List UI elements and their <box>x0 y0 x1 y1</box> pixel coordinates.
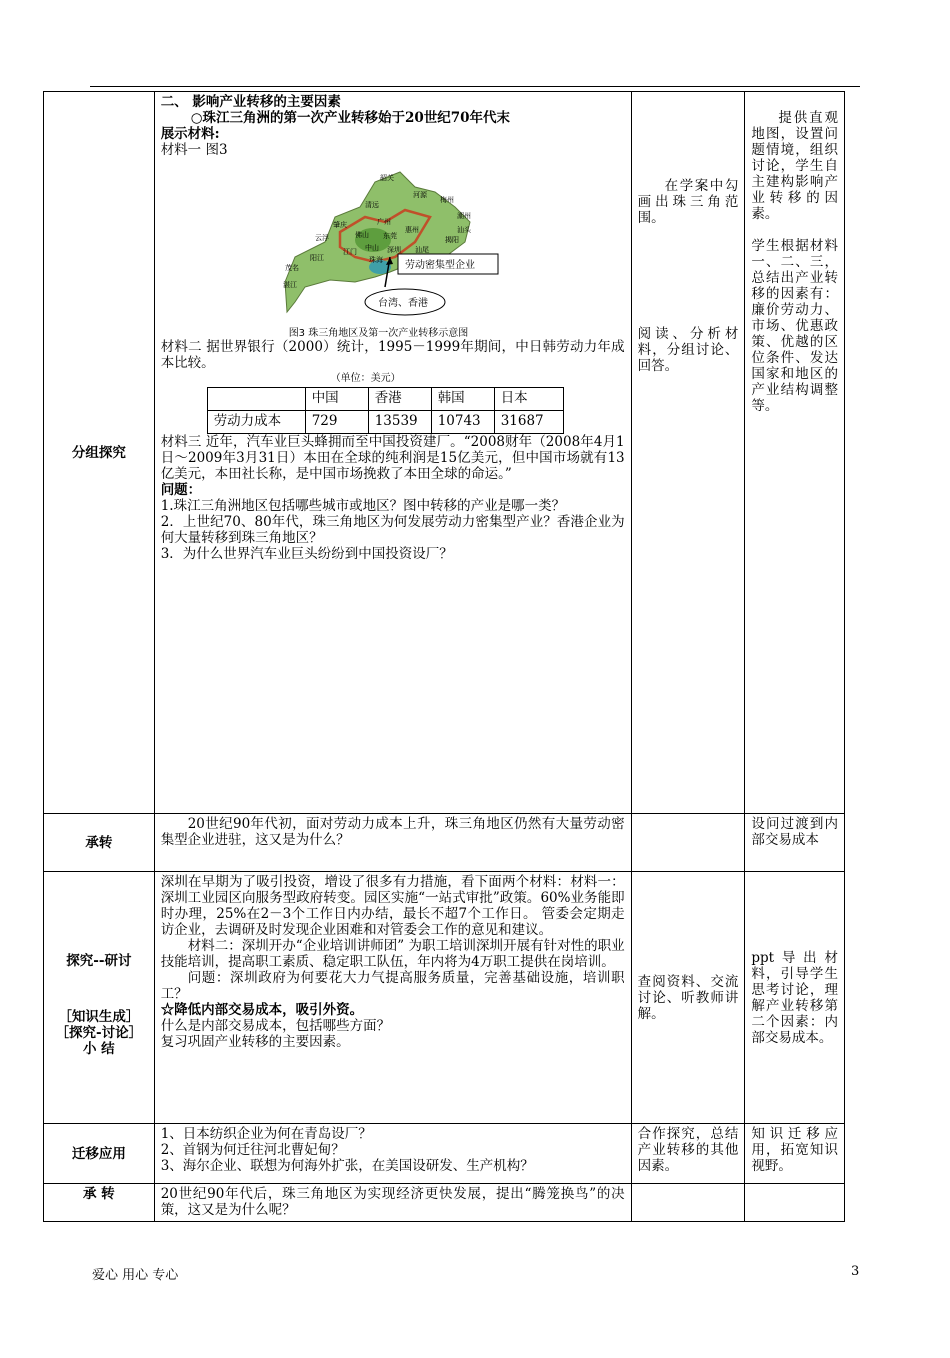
research-review: 复习巩固产业转移的主要因素。 <box>160 1034 350 1050</box>
city-label: 佛山 <box>354 231 369 239</box>
row-group-exploration <box>44 92 845 814</box>
table-header-cell: 韩国 <box>431 388 494 411</box>
source-region-label: 台湾、香港 <box>377 298 428 309</box>
research-conclusion: ☆降低内部交易成本，吸引外资。 <box>160 1002 364 1018</box>
header-rule <box>90 86 860 87</box>
research-material-two: 材料二：深圳开办“企业培训讲师团” 为职工培训深圳开展有针对性的职业技能培训，提高职工素质、稳定职工队伍，年内将为4万职工提供在岗培训。 <box>160 938 625 970</box>
city-label: 揭阳 <box>444 236 459 244</box>
question-three: 3．为什么世界汽车业巨头纷纷到中国投资设厂？ <box>160 546 453 562</box>
city-label: 梅州 <box>439 196 454 204</box>
table-header-cell: 香港 <box>368 388 431 411</box>
row-label-transition: 承转 <box>44 814 155 872</box>
transition-one-intent: 设问过渡到内部交易成本 <box>745 814 845 872</box>
transition-two-student-cell <box>631 1184 745 1222</box>
table-header-cell: 中国 <box>305 388 368 411</box>
apply-student-activity: 合作探究，总结产业转移的其他因素。 <box>631 1124 745 1184</box>
city-label: 珠海 <box>368 256 383 264</box>
city-label: 清远 <box>364 201 379 209</box>
apply-content-cell <box>154 1124 631 1184</box>
design-intent-map: 提供直观地图，设置问题情境，组织讨论，学生自主建构影响产业转移的因素。 <box>751 110 838 222</box>
show-materials-label: 展示材料: <box>160 126 220 142</box>
city-label: 东莞 <box>382 232 397 240</box>
group-design-intent-cell <box>745 92 845 814</box>
row-label-knowledge: ［知识生成］ <box>58 1008 140 1025</box>
table-row-label: 劳动力成本 <box>207 411 305 434</box>
table-value-cell: 729 <box>305 411 368 434</box>
pearl-river-delta-map <box>265 162 505 337</box>
group-student-activity-cell <box>631 92 745 814</box>
row-label-discussion: ［探究-讨论］ <box>55 1024 143 1041</box>
research-content-cell <box>154 872 631 1124</box>
apply-design-intent: 知识迁移应用，拓宽知识视野。 <box>745 1124 845 1184</box>
row-research <box>44 872 845 1124</box>
material-two-text: 材料二 据世界银行（2000）统计，1995－1999年期间，中日韩劳动力年成本比较。 <box>160 339 625 371</box>
city-label: 阳江 <box>309 254 324 262</box>
research-question: 问题：深圳政府为何要花大力气提高服务质量，完善基础设施，培训职工？ <box>160 970 625 1002</box>
city-label: 深圳 <box>386 246 401 254</box>
city-label: 汕头 <box>456 226 471 234</box>
row-label-research-cell <box>44 872 155 1124</box>
table-value-cell: 31687 <box>494 411 563 434</box>
city-label: 云浮 <box>314 234 329 242</box>
labor-cost-header-row <box>207 388 563 411</box>
city-label: 江门 <box>342 248 357 256</box>
transition-two-intent-cell <box>745 1184 845 1222</box>
material-three-text: 材料三 近年，汽车业巨头蜂拥而至中国投资建厂。“2008财年（2008年4月1日～2009年3月31日）本田在全球的纯利润是15亿美元，但中国市场就有13亿美元，本田社长称，是中国市场挽救了本田全球的命运。” <box>160 434 625 482</box>
labor-cost-value-row <box>207 411 563 434</box>
lesson-plan-table <box>43 91 845 1222</box>
table-header-cell: 日本 <box>494 388 563 411</box>
city-label: 惠州 <box>404 226 419 234</box>
labor-cost-table <box>207 387 564 434</box>
question-two: 2．上世纪70、80年代，珠三角地区为何发展劳动力密集型产业？香港企业为何大量转移到珠三角地区？ <box>160 514 625 546</box>
student-activity-map: 在学案中勾画出珠三角范围。 <box>637 178 739 226</box>
city-label: 韶关 <box>379 174 394 182</box>
city-label: 汕尾 <box>414 246 429 254</box>
table-header-cell <box>207 388 305 411</box>
row-label-group: 分组探究 <box>44 92 155 814</box>
table-value-cell: 10743 <box>431 411 494 434</box>
city-label: 茂名 <box>284 264 299 272</box>
city-label: 广州 <box>376 218 391 226</box>
group-content-cell <box>154 92 631 814</box>
transition-two-text: 20世纪90年代后，珠三角地区为实现经济更快发展，提出“腾笼换鸟”的决策，这又是为什么呢？ <box>154 1184 631 1222</box>
material-one-label: 材料一 图3 <box>160 142 228 158</box>
apply-question-one: 1、日本纺织企业为何在青岛设厂？ <box>160 1126 372 1142</box>
footer-motto: 爱心 用心 专心 <box>92 1268 179 1283</box>
city-label: 中山 <box>364 244 379 252</box>
city-label: 河源 <box>412 191 427 199</box>
row-label-transition-two: 承 转 <box>44 1184 155 1222</box>
row-label-apply: 迁移应用 <box>44 1124 155 1184</box>
row-label-summary: 小 结 <box>82 1040 115 1057</box>
transition-one-text: 20世纪90年代初，面对劳动力成本上升，珠三角地区仍然有大量劳动密集型企业进驻，这又是为什么？ <box>154 814 631 872</box>
section-heading: 二、 影响产业转移的主要因素 <box>160 94 341 110</box>
row-transition-two <box>44 1184 845 1222</box>
row-transition-one <box>44 814 845 872</box>
city-label: 肇庆 <box>332 221 347 229</box>
research-design-intent: ppt导出材料，引导学生思考讨论，理解产业转移第二个因素：内部交易成本。 <box>745 872 845 1124</box>
map-caption: 图3 珠三角地区及第一次产业转移示意图 <box>288 328 469 339</box>
unit-label: （单位：美元） <box>330 373 401 384</box>
research-student-activity: 查阅资料、交流讨论、听教师讲解。 <box>631 872 745 1124</box>
page-number: 3 <box>851 1264 860 1279</box>
student-activity-discuss: 阅读、分析材料，分组讨论、回答。 <box>637 326 739 374</box>
research-followup: 什么是内部交易成本，包括哪些方面？ <box>160 1018 391 1034</box>
apply-question-three: 3、海尔企业、联想为何海外扩张，在美国设研发、生产机构？ <box>160 1158 534 1174</box>
table-value-cell: 13539 <box>368 411 431 434</box>
row-label-research: 探究--研讨 <box>66 952 132 969</box>
map-graphic <box>265 162 505 322</box>
transition-one-student-cell <box>631 814 745 872</box>
row-apply <box>44 1124 845 1184</box>
apply-question-two: 2、首钢为何迁往河北曹妃甸？ <box>160 1142 345 1158</box>
city-label: 潮州 <box>456 212 471 220</box>
questions-label: 问题： <box>160 482 202 498</box>
research-material-one: 深圳在早期为了吸引投资，增设了很多有力措施，看下面两个材料：材料一： 深圳工业园区向服务型政府转变。园区实施“一站式审批”政策。60%业务能即时办理，25%在2－3个工作日内办结，最长不超7个工作日。 管委会定期走访企业，去调研及时发现企业困难和对管委会工作的意见和建议。 <box>160 874 625 938</box>
labor-intensive-callout: 劳动密集型企业 <box>404 260 475 271</box>
section-subheading: ○珠江三角洲的第一次产业转移始于20世纪70年代末 <box>190 110 511 126</box>
design-intent-factors: 学生根据材料一、二、三，总结出产业转移的因素有：廉价劳动力、市场、优惠政策、优越的区位条件、发达国家和地区的产业结构调整等。 <box>751 238 838 414</box>
city-label: 湛江 <box>282 281 297 289</box>
question-one: 1.珠江三角洲地区包括哪些城市或地区？图中转移的产业是哪一类？ <box>160 498 566 514</box>
